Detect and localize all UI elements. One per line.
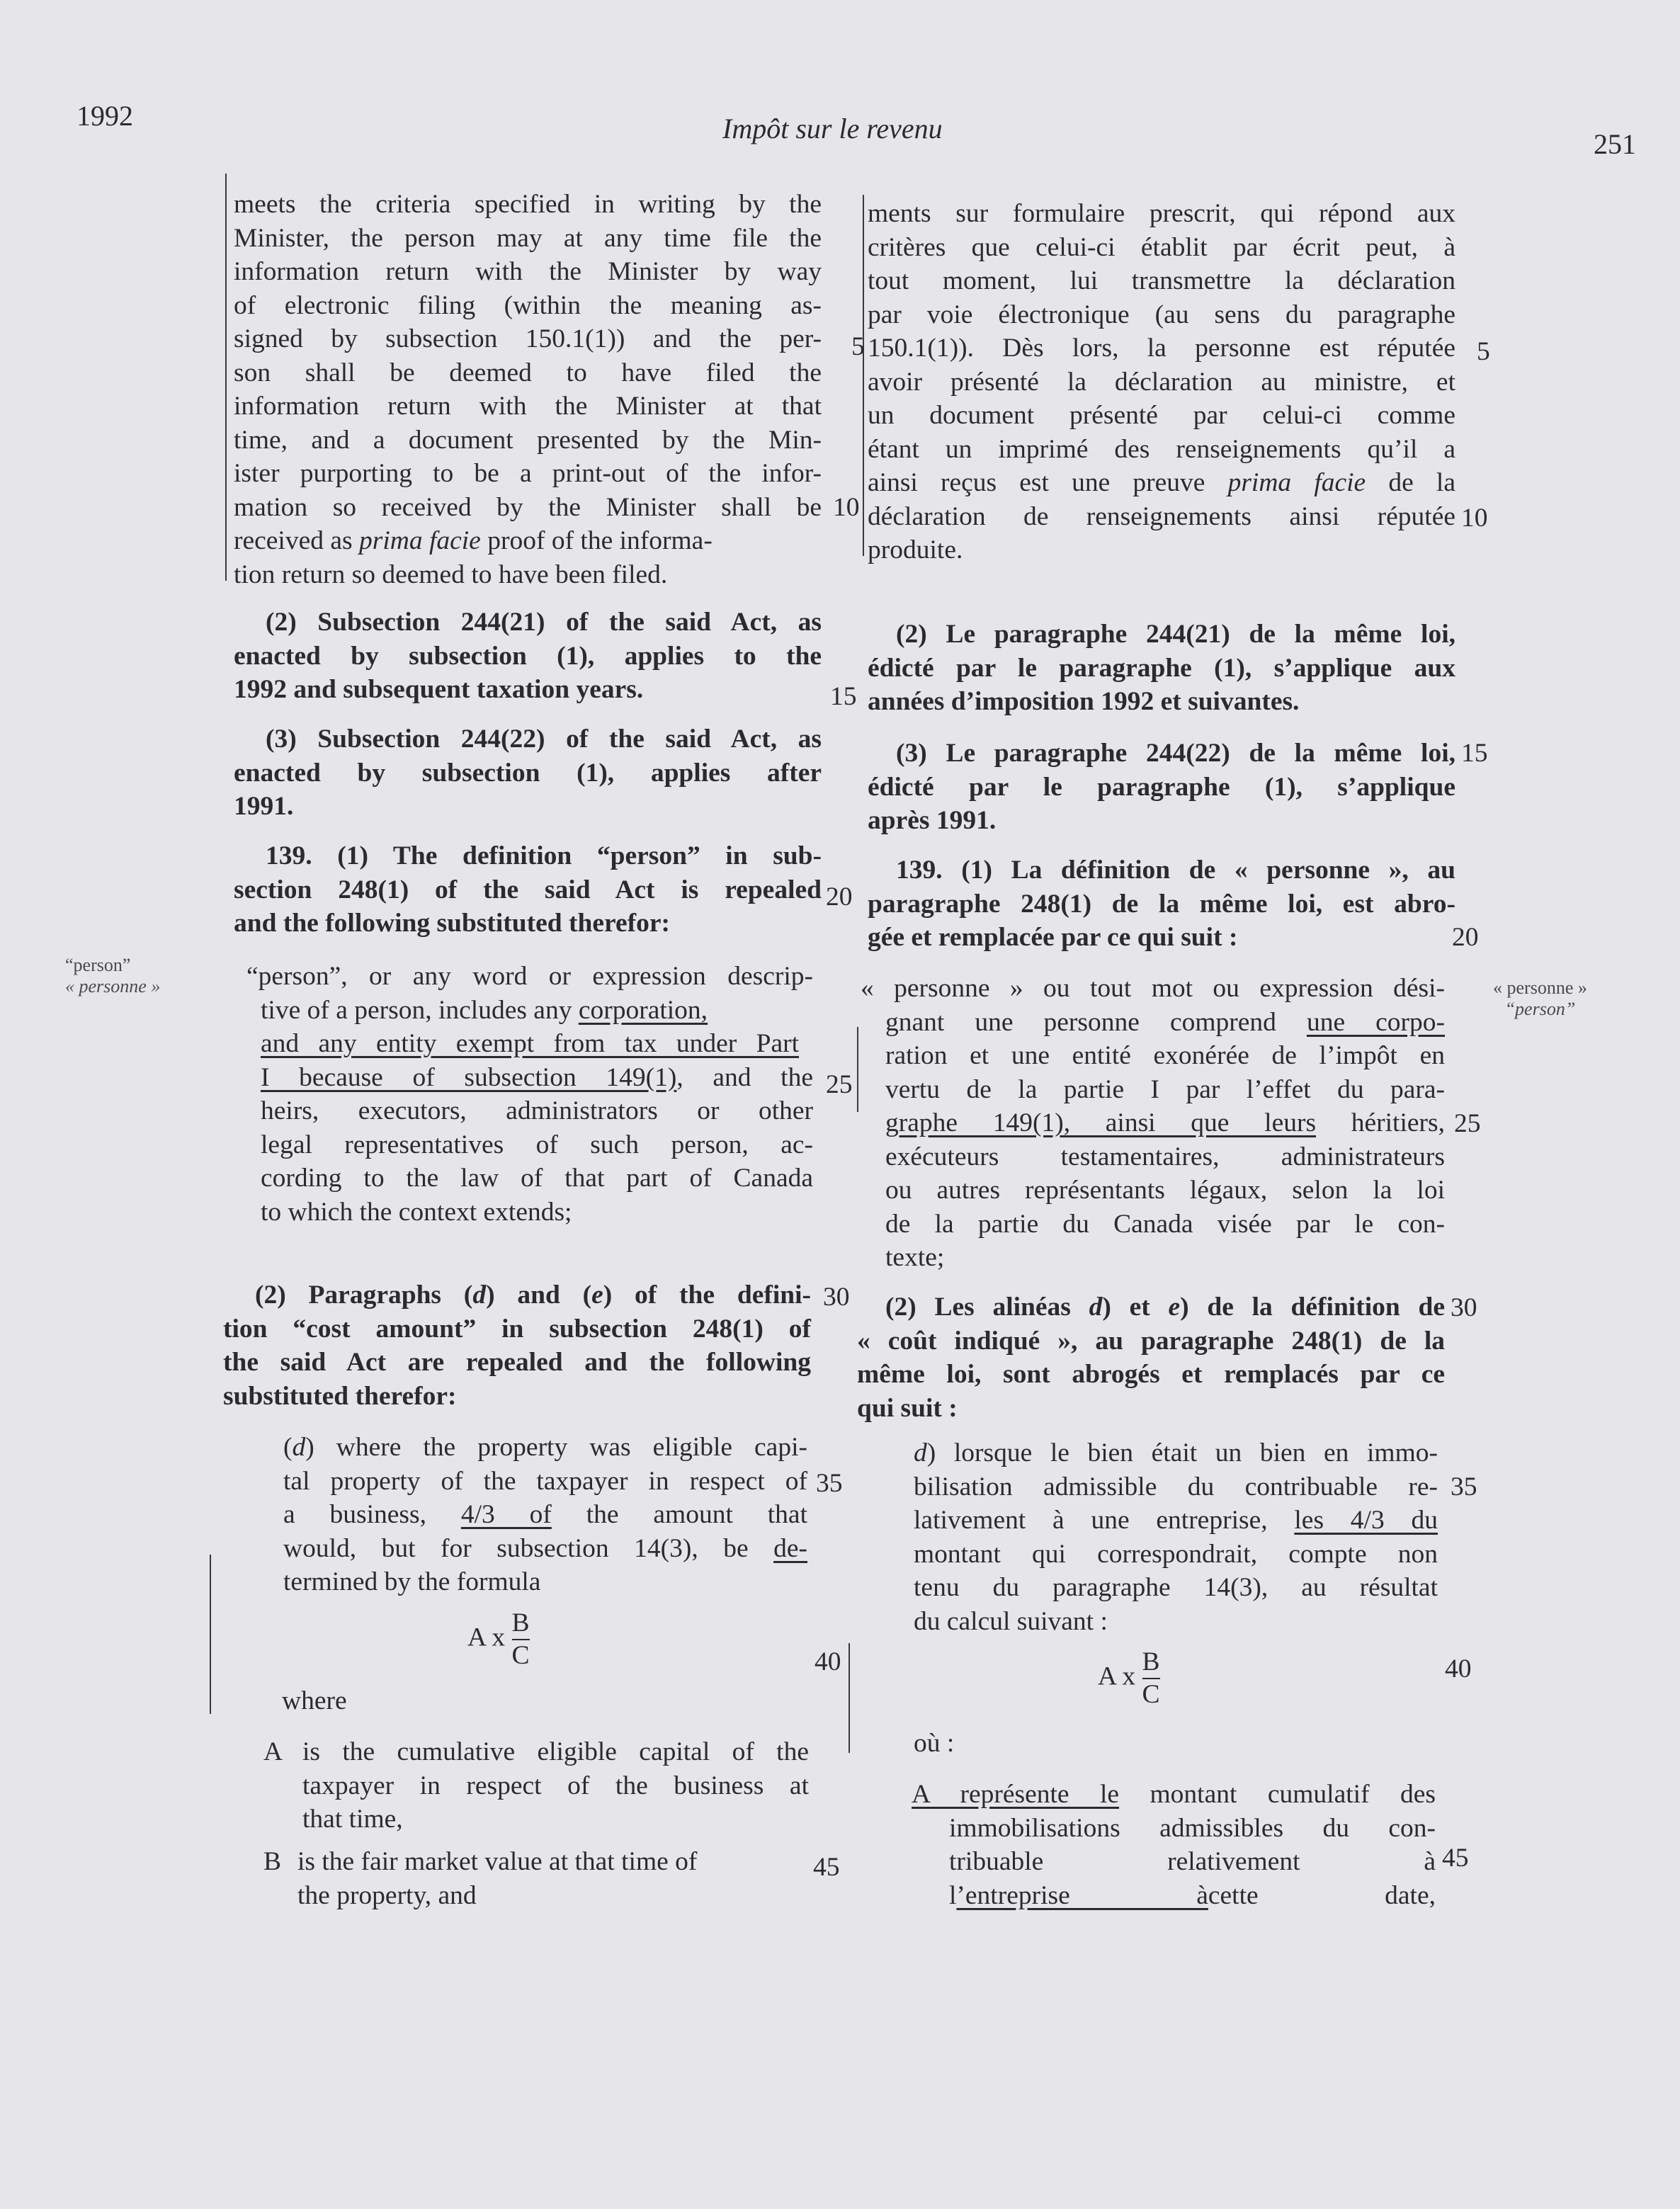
right-definition-personne: « personne » ou tout mot ou expression dési- gnant une personne comprend une corpo- ration et une entité exonérée de l’impôt en vertu de la partie I par l’effet du para- graphe 149(1), ainsi que leurs héritiers, exécuteurs testamentaires, administrateurs ou autres représentants légaux, selon la loi de la partie du Canada visée par le con- texte; [861, 974, 1445, 1272]
left-paragraph-d: (d) where the property was eligible capi- tal property of the taxpayer in respect of a business, 4/3 of the amount that would, but for subsection 14(3), be de- termined by the formula [283, 1433, 807, 1596]
line-number: 15 [830, 682, 857, 711]
page-number: 251 [1594, 128, 1636, 160]
line-number: 15 [1461, 739, 1488, 768]
left-subsection-2: (2) Subsection 244(21) of the said Act, as enacted by subsection (1), applies to the 1992 and subsequent taxation years. [234, 608, 822, 704]
left-subsection-2-paragraphs: (2) Paragraphs (d) and (e) of the defini- tion “cost amount” in subsection 248(1) of the said Act are repealed and the following substituted therefor: [223, 1280, 812, 1411]
right-section-139: 139. (1) La définition de « personne », au paragraphe 248(1) de la même loi, est abro- gée et remplacée par ce qui suit : [868, 856, 1455, 952]
line-number: 30 [823, 1283, 850, 1312]
left-item-A: A is the cumulative eligible capital of the taxpayer in respect of the business at that time, [263, 1737, 809, 1834]
line-number: 45 [1442, 1844, 1469, 1873]
left-where: where [282, 1686, 347, 1715]
margin-note-personne: « personne » “person” [1493, 977, 1587, 1019]
change-bar [210, 1555, 211, 1714]
line-number: 20 [826, 882, 853, 912]
right-subsection-2: (2) Le paragraphe 244(21) de la même loi, édicté par le paragraphe (1), s’applique aux années d’imposition 1992 et suivantes. [868, 620, 1455, 716]
line-number: 5 [851, 332, 865, 361]
margin-note-person: “person” « personne » [65, 955, 161, 996]
line-number: 10 [1461, 504, 1488, 533]
right-paragraph-d: d) lorsque le bien était un bien en immo- bilisation admissible du contribuable re- lativement à une entreprise, les 4/3 du montant qui correspondrait, compte non tenu du paragraphe 14(3), au résultat du calcul suivant : [914, 1438, 1438, 1636]
left-item-B: B is the fair market value at that time of the property, and [263, 1847, 698, 1910]
line-number: 40 [815, 1647, 841, 1676]
line-number: 20 [1452, 923, 1479, 952]
page-year: 1992 [76, 100, 133, 132]
running-title: Impôt sur le revenu [722, 113, 943, 144]
left-section-139: 139. (1) The definition “person” in sub- section 248(1) of the said Act is repealed and the following substituted therefor: [234, 841, 822, 938]
right-ou: où : [914, 1729, 955, 1758]
line-number: 35 [816, 1469, 843, 1498]
line-number: 5 [1477, 337, 1490, 366]
line-number: 35 [1451, 1472, 1477, 1501]
right-formula: A x $\frac{B}{C}$ [1098, 1647, 1160, 1709]
line-number: 25 [1454, 1109, 1481, 1138]
right-paragraph-1: ments sur formulaire prescrit, qui répond aux critères que celui-ci établit par écrit peut, à tout moment, lui transmettre la déclaration par voie électronique (au sens du paragraphe 150.1(1)). Dès lors, la personne est réputée avoir présenté la déclaration au ministre, et un document présenté par celui-ci comme étant un imprimé des renseignements qu’il a ainsi reçus est une preuve prima facie de la déclaration de renseignements ainsi réputée produite. [868, 199, 1455, 564]
left-definition-person: “person”, or any word or expression descrip- tive of a person, includes any corporation, and any entity exempt from tax under Part I because of subsection 149(1), and the heirs, executors, administrators or other legal representatives of such person, ac- cording to the law of that part of Canada to which the context extends; [246, 962, 813, 1227]
change-bar [848, 1643, 850, 1753]
change-bar [225, 174, 227, 581]
line-number: 45 [813, 1853, 840, 1882]
line-number: 30 [1451, 1293, 1477, 1322]
line-number: 25 [826, 1070, 853, 1099]
change-bar [857, 1027, 858, 1112]
left-formula: A x $\frac{B}{C}$ [467, 1608, 530, 1670]
change-bar [863, 195, 864, 556]
left-paragraph-1: meets the criteria specified in writing by the Minister, the person may at any time file the information return with the Minister by way of electronic filing (within the meaning as- signed by subsection 150.1(1)) and the per- son shall be deemed to have filed the information return with the Minister at that time, and a document presented by the Min- ister purporting to be a print-out of the infor- mation so received by the Minister shall be received as prima facie proof of the informa- tion return so deemed to have been filed. [234, 190, 822, 589]
right-subsection-3: (3) Le paragraphe 244(22) de la même loi, édicté par le paragraphe (1), s’applique après 1991. [868, 739, 1455, 835]
right-subsection-2-alineas: (2) Les alinéas d) et e) de la définition de « coût indiqué », au paragraphe 248(1) de la même loi, sont abrogés et remplacés par ce qui suit : [857, 1293, 1445, 1423]
right-item-A: A représente le montant cumulatif des immobilisations admissibles du con- tribuable relativement à l’entreprise àcette date, [912, 1780, 1436, 1910]
line-number: 10 [833, 493, 860, 522]
left-subsection-3: (3) Subsection 244(22) of the said Act, as enacted by subsection (1), applies after 1991. [234, 725, 822, 821]
line-number: 40 [1445, 1654, 1472, 1683]
